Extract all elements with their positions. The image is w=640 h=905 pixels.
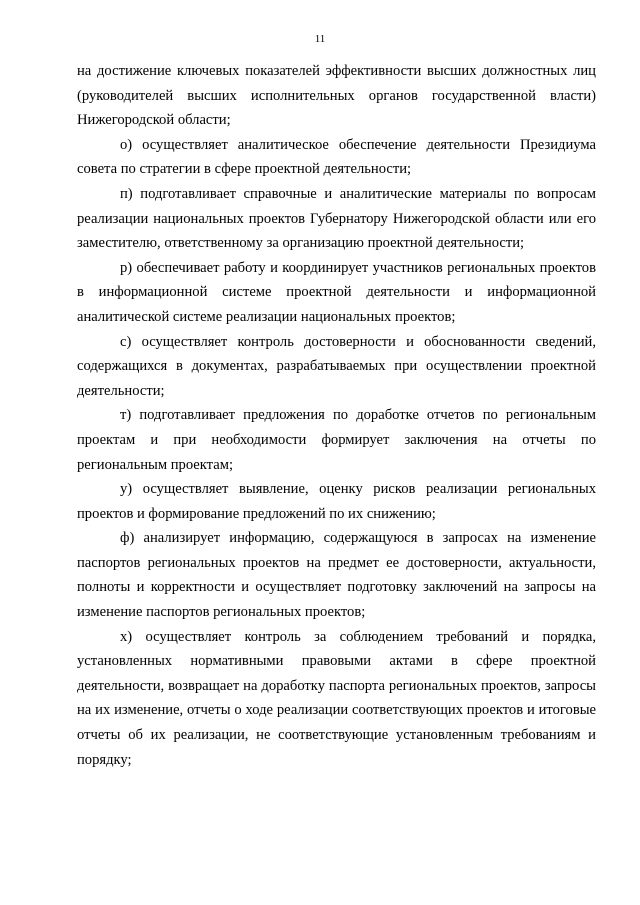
document-body — [77, 59, 596, 772]
paragraph-item-s: с) осуществляет контроль достоверности и обоснованности сведений, содержащихся в документах, разрабатываемых при осуществлении проектной деятельности; — [77, 333, 596, 399]
paragraph-item-r: р) обеспечивает работу и координирует участников региональных проектов в информационной системе проектной деятельности и информационной аналитической системе реализации национальных проектов; — [77, 259, 596, 325]
paragraph-continuation: на достижение ключевых показателей эффективности высших должностных лиц (руководителей высших исполнительных органов государственной власти) Нижегородской области; — [77, 63, 596, 129]
paragraph-item-p: п) подготавливает справочные и аналитические материалы по вопросам реализации национальных проектов Губернатору Нижегородской области или его заместителю, ответственному за организацию проектной деятельности; — [77, 185, 596, 252]
paragraph-item-u: у) осуществляет выявление, оценку рисков реализации региональных проектов и формирование предложений по их снижению; — [77, 481, 596, 522]
paragraph-item-o: о) осуществляет аналитическое обеспечение деятельности Президиума совета по стратегии в сфере проектной деятельности; — [77, 136, 596, 178]
paragraph-item-t: т) подготавливает предложения по доработке отчетов по региональным проектам и при необходимости формирует заключения на отчеты по региональным проектам; — [77, 407, 596, 473]
paragraph-item-f: ф) анализирует информацию, содержащуюся в запросах на изменение паспортов региональных проектов на предмет ее достоверности, актуальности, полноты и корректности и осуществляет подготовку заключений на запросы на изменение паспортов региональных проектов; — [77, 530, 596, 621]
page-number: 11 — [314, 33, 326, 45]
paragraph-item-kh: х) осуществляет контроль за соблюдением требований и порядка, установленных нормативными правовыми актами в сфере проектной деятельности, возвращает на доработку паспорта региональных проектов, запросы на их изменение, отчеты о ходе реализации соответствующих проектов и итоговые отчеты об их реализации, не соответствующие установленным требованиям и порядку; — [77, 628, 596, 768]
